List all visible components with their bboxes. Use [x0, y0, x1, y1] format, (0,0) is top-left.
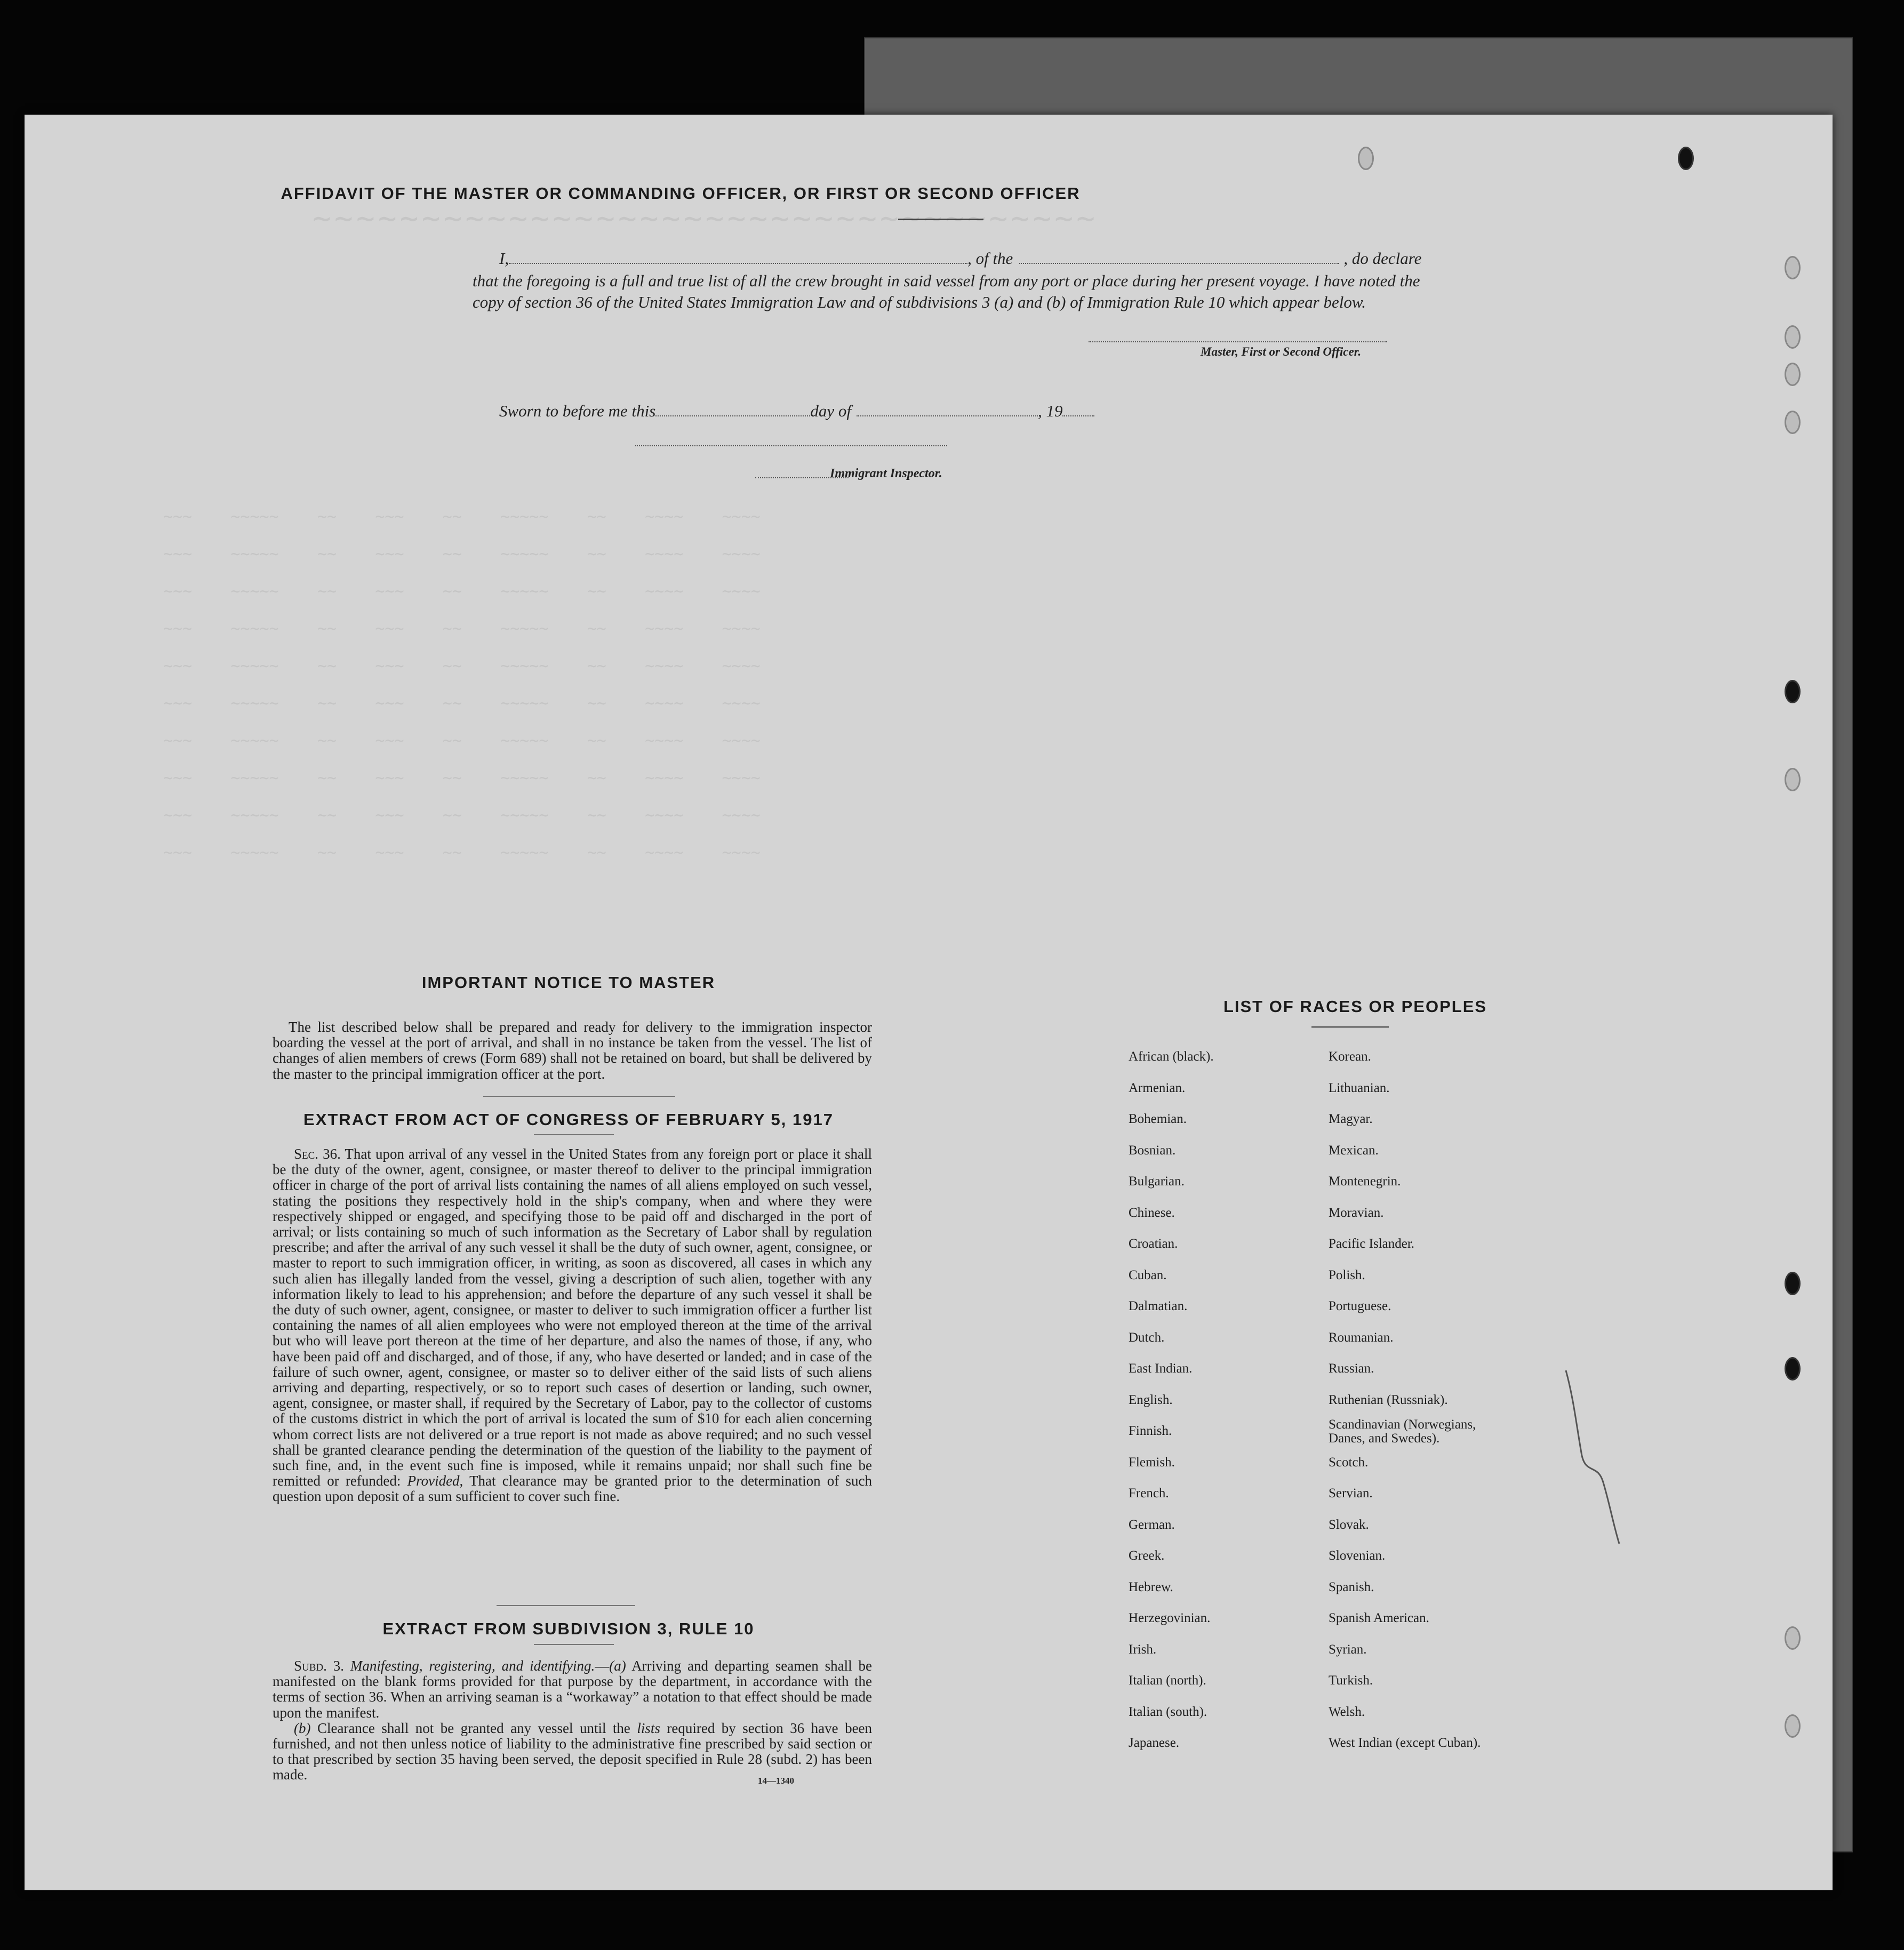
race-item: Flemish. — [1129, 1455, 1175, 1470]
pencil-mark — [1561, 1368, 1630, 1592]
race-item: Spanish American. — [1329, 1611, 1429, 1625]
race-item: Bosnian. — [1129, 1143, 1176, 1158]
section-rule — [497, 1605, 635, 1606]
act-text-part2: That clearance may be granted prior to the determination of such question upon deposit of a sum sufficient to cover such fine. — [273, 1473, 873, 1505]
race-item: West Indian (except Cuban). — [1329, 1736, 1481, 1750]
races-title: LIST OF RACES OR PEOPLES — [1223, 997, 1487, 1016]
race-item: Polish. — [1329, 1267, 1365, 1282]
subdivision-b — [273, 1721, 872, 1783]
act-text-part1: That upon arrival of any vessel in the United States from any foreign port or place it shall be the duty of the owner, agent, consignee, or master thereof to deliver to the principal immigration officer in charge of the port of arrival lists containing the names of all aliens employed on such vessel, stating the positions they respectively hold in the ship's company, when and where they were respectively shipped or engaged, and specifying those to be paid off and discharged in the port of arrival; or lists containing so much of such information as the Secretary of Labor shall by regulation prescribe; and after the arrival of any such vessel it shall be the duty of such owner, agent, consignee, or master to report to such immigration officer, in writing, as soon as discovered, all cases in which any such alien has illegally landed from the vessel, giving a description of such alien, together with any information likely to lead to his apprehension; and before the departure of any such vessel it shall be the duty of such owner, agent, consignee, or master to deliver to such immigration officer a further list containing the names of all alien employees who were not employed thereon at the time of the arrival but who will leave port thereon at the time of her departure, and also the names of those, if any, who have been paid off and discharged, and of those, if any, who have deserted or landed; and in case of the failure of such owner, agent, consignee, or master so to deliver either of the said lists of such aliens arriving and departing, respectively, or so to report such cases of desertion or landing, such owner, agent, consignee, or master shall, if required by the Secretary of Labor, pay to the collector of customs of the customs district in which the port of arrival is located the sum of $10 for each alien concerning whom correct lists are not delivered or a true report is not made as above required; and no such vessel shall be granted clearance pending the determination of the question of the liability to the payment of such fine, and, in the event such fine is imposed, while it remains unpaid; nor shall such fine be remitted or refunded: — [273, 1146, 873, 1489]
race-item: Finnish. — [1129, 1424, 1172, 1438]
binder-hole — [1785, 1357, 1801, 1381]
affidavit-body: that the foregoing is a full and true list of all the crew brought in said vessel from any port or place during her present voyage. I have noted the copy of section 36 of the United States Immigration Law and of subdivisions 3 (a) and (b) of Immigration Rule 10 which appear below. — [473, 271, 1420, 311]
provided-label: Provided, — [407, 1473, 463, 1489]
race-item: Russian. — [1329, 1361, 1374, 1376]
race-item: Croatian. — [1129, 1237, 1178, 1251]
officer-name-field[interactable] — [509, 263, 967, 264]
race-item: Montenegrin. — [1329, 1174, 1401, 1189]
a-text: Arriving and departing seamen shall be manifested on the blank forms provided for that purpose by the department, in accordance with the terms of section 36. When an arriving seaman is a “workaway” a notation to that effect should be made upon the manifest. — [273, 1658, 872, 1721]
race-item: Dalmatian. — [1129, 1299, 1188, 1313]
race-item: Chinese. — [1129, 1205, 1175, 1220]
binder-hole — [1785, 1626, 1801, 1650]
race-item: Italian (north). — [1129, 1673, 1206, 1688]
race-item: Bohemian. — [1129, 1112, 1187, 1126]
race-item: Pacific Islander. — [1329, 1237, 1415, 1251]
subdivision-a: Subd. 3. Manifesting, registering, and identifying.—(a) Arriving and departing seamen shall be manifested on the blank forms provided for that purpose by the department, in accordance with the terms of section 36. When an arriving seaman is a “workaway” a notation to that effect should be made upon the manifest. — [273, 1658, 872, 1721]
race-item: Hebrew. — [1129, 1579, 1173, 1594]
title-rule — [898, 219, 983, 220]
race-item: Lithuanian. — [1329, 1080, 1390, 1095]
binder-hole — [1785, 768, 1801, 791]
race-item: African (black). — [1129, 1049, 1214, 1064]
race-item: English. — [1129, 1392, 1173, 1407]
i-label: I, — [499, 249, 509, 268]
affidavit-title: AFFIDAVIT OF THE MASTER OR COMMANDING OFFICER, OR FIRST OR SECOND OFFICER — [281, 184, 1081, 203]
sworn-line — [499, 402, 1094, 421]
section-rule — [534, 1644, 614, 1645]
race-item: Welsh. — [1329, 1704, 1365, 1719]
races-right-column — [1329, 1041, 1505, 1759]
binder-hole — [1358, 147, 1374, 170]
race-item: Turkish. — [1329, 1673, 1373, 1688]
race-item: Spanish. — [1329, 1579, 1374, 1594]
affidavit-declaration — [473, 248, 1454, 313]
title-rule — [1311, 1026, 1389, 1028]
sworn-label: Sworn to before me this — [499, 402, 656, 420]
race-item: Slovak. — [1329, 1517, 1369, 1532]
b-text-1: Clearance shall not be granted any vessel until the — [317, 1720, 630, 1736]
b-label: (b) — [294, 1720, 311, 1736]
races-left-column — [1129, 1041, 1214, 1759]
race-item: Moravian. — [1329, 1205, 1384, 1220]
binder-hole — [1785, 411, 1801, 434]
master-signature-field[interactable] — [1089, 341, 1387, 342]
race-item: French. — [1129, 1486, 1169, 1500]
race-item: Portuguese. — [1329, 1299, 1391, 1313]
race-item: Dutch. — [1129, 1330, 1165, 1345]
rule-extract-body — [273, 1658, 872, 1783]
bleed-through-rows: ~~~ ~~~~~ ~~ ~~~ ~~ ~~~~~ ~~ ~~~~ ~~~~ ~~~ ~~~~~ ~~ ~~~ ~~ ~~~~~ ~~ ~~~~ ~~~~ ~~~ ~~~~~ ~~ ~~~ ~~ ~~~~~ ~~ ~~~~ ~~~~ ~~~ ~~~~~ ~~ ~~~ ~~ ~~~~~ ~~ ~~~~ ~~~~ ~~~ ~~~~~ ~~ ~~~ ~~ ~~~~~ ~~ ~~~~ ~~~~ ~~~ ~~~~~ ~~ ~~~ ~~ ~~~~~ ~~ ~~~~ ~~~~ ~~~ ~~~~~ ~~ ~~~ ~~ ~~~~~ ~~ ~~~~ ~~~~ ~~~ ~~~~~ ~~ ~~~ ~~ ~~~~~ ~~ ~~~~ ~~~~ ~~~ ~~~~~ ~~ ~~~ ~~ ~~~~~ ~~ ~~~~ ~~~~ ~~~ ~~~~~ ~~ ~~~ ~~ ~~~~~ ~~ ~~~~ ~~~~ — [163, 508, 761, 862]
day-of-label: day of — [810, 402, 851, 420]
race-item: Scotch. — [1329, 1455, 1369, 1470]
binder-hole — [1785, 363, 1801, 386]
act-extract-title: EXTRACT FROM ACT OF CONGRESS OF FEBRUARY 5, 1917 — [303, 1110, 834, 1129]
sworn-month-field[interactable] — [857, 415, 1038, 416]
race-item: Magyar. — [1329, 1112, 1373, 1126]
race-item: Herzegovinian. — [1129, 1611, 1211, 1625]
do-declare-label: , do declare — [1343, 249, 1422, 268]
race-item: Ruthenian (Russniak). — [1329, 1392, 1448, 1407]
bleed-through-heading: ~~~~~~~~~~~~~~~~~~~~~~~~~~~~~~~~~~~~ — [313, 200, 1099, 236]
race-item: Greek. — [1129, 1548, 1165, 1563]
sworn-year-field[interactable] — [1062, 415, 1094, 416]
binder-hole — [1785, 256, 1801, 279]
race-item: Armenian. — [1129, 1080, 1186, 1095]
a-label: (a) — [609, 1658, 626, 1674]
master-signature-label: Master, First or Second Officer. — [1201, 345, 1362, 358]
b-lists: lists — [637, 1720, 660, 1736]
race-item: Italian (south). — [1129, 1704, 1207, 1719]
race-item: Irish. — [1129, 1642, 1157, 1657]
form-number: 14—1340 — [758, 1776, 794, 1786]
sworn-day-field[interactable] — [655, 415, 810, 416]
notice-title: IMPORTANT NOTICE TO MASTER — [421, 973, 716, 992]
act-extract-body — [273, 1146, 872, 1505]
document-page — [25, 115, 1833, 1890]
race-item: Roumanian. — [1329, 1330, 1394, 1345]
inspector-signature-field[interactable] — [635, 445, 947, 446]
year-label: , 19 — [1037, 402, 1063, 420]
race-item: German. — [1129, 1517, 1175, 1532]
section-rule — [483, 1096, 675, 1097]
race-item: Japanese. — [1129, 1736, 1180, 1750]
binder-hole — [1785, 1714, 1801, 1738]
binder-hole — [1785, 1272, 1801, 1295]
notice-text: The list described below shall be prepared and ready for delivery to the immigration inspector boarding the vessel at the port of arrival, and shall in no instance be taken from the vessel. The list of changes of alien members of crews (Form 689) shall not be retained on board, but shall be delivered by the master to the principal immigration officer at the port. — [273, 1019, 872, 1082]
race-item: Servian. — [1329, 1486, 1373, 1500]
race-item: Slovenian. — [1329, 1548, 1386, 1563]
race-item: Korean. — [1329, 1049, 1371, 1064]
notice-body — [273, 1020, 872, 1082]
binder-hole — [1785, 680, 1801, 703]
binder-hole — [1785, 325, 1801, 349]
b-text-2: required by section 36 have been furnished, and not then unless notice of liability to the administrative fine prescribed by said section or to that prescribed by section 35 having been served, the deposit specified in Rule 28 (subd. 2) has been made. — [273, 1720, 873, 1783]
vessel-name-field[interactable] — [1019, 263, 1339, 264]
binder-hole — [1678, 147, 1694, 170]
section-rule — [534, 1134, 614, 1135]
subd-heading: Manifesting, registering, and identifying. — [350, 1658, 595, 1674]
declaration-line — [473, 248, 1454, 269]
subd-label: Subd. 3. — [294, 1658, 345, 1674]
rule-extract-title: EXTRACT FROM SUBDIVISION 3, RULE 10 — [382, 1619, 755, 1638]
race-item: Cuban. — [1129, 1267, 1167, 1282]
race-item: Mexican. — [1329, 1143, 1379, 1158]
race-item: Scandinavian (Norwegians, Danes, and Swedes). — [1329, 1417, 1476, 1446]
of-the-label: , of the — [967, 249, 1013, 268]
race-item: Bulgarian. — [1129, 1174, 1185, 1189]
inspector-label: Immigrant Inspector. — [830, 467, 942, 480]
race-item: Syrian. — [1329, 1642, 1367, 1657]
section-label: Sec. 36. — [294, 1146, 341, 1162]
race-item: East Indian. — [1129, 1361, 1193, 1376]
